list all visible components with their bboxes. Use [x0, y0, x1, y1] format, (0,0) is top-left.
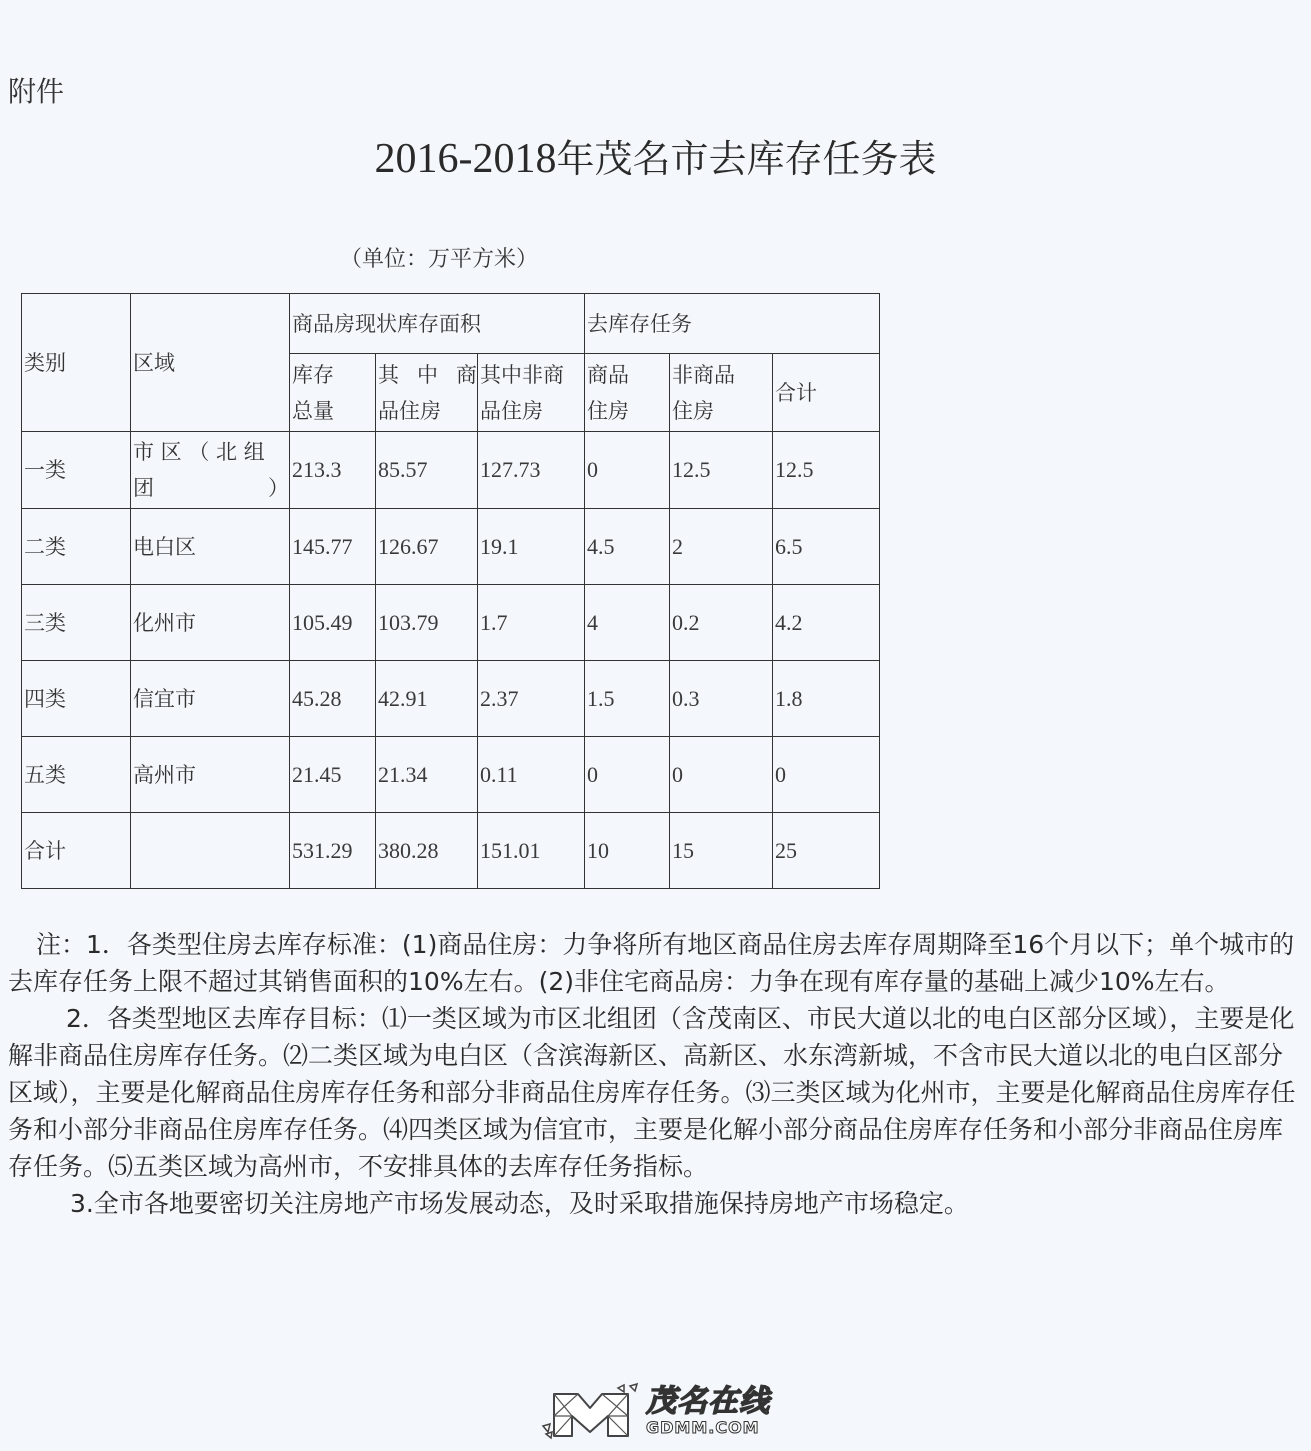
title-years: 2016-2018: [374, 136, 557, 182]
header-row-1: [22, 294, 880, 354]
cell-category: 一类: [22, 432, 131, 509]
header-task-nonres: [670, 354, 773, 432]
cell-inv-total: 105.49: [290, 585, 376, 661]
cell-inv-res: 126.67: [376, 509, 478, 585]
header-region: 区域: [131, 294, 290, 432]
gdmm-logo-icon: [540, 1382, 638, 1440]
table-row-total: [22, 813, 880, 889]
cell-inv-res: 103.79: [376, 585, 478, 661]
table-row: [22, 432, 880, 509]
cell-region: 电白区: [131, 509, 290, 585]
table-row: [22, 661, 880, 737]
cell-region: 信宜市: [131, 661, 290, 737]
header-text: 商品: [587, 362, 629, 387]
cell-inv-res: 380.28: [376, 813, 478, 889]
table-row: [22, 737, 880, 813]
header-text: 库存: [292, 362, 334, 387]
note-2: 2．各类型地区去库存目标：⑴一类区域为市区北组团（含茂南区、市民大道以北的电白区部分区域），主要是化解非商品住房库存任务。⑵二类区域为电白区（含滨海新区、高新区、水东湾新城，不含市民大道以北的电白区部分区域），主要是化解商品住房库存任务和部分非商品住房库存任务。⑶三类区域为化州市，主要是化解商品住房库存任务和小部分非商品住房库存任务。⑷四类区域为信宜市，主要是化解小部分商品住房库存任务和小部分非商品住房库存任务。⑸五类区域为高州市，不安排具体的去库存任务指标。: [8, 1004, 1296, 1181]
cell-inv-total: 531.29: [290, 813, 376, 889]
cell-task-total: 12.5: [773, 432, 880, 509]
cell-category: 四类: [22, 661, 131, 737]
header-category: 类别: [22, 294, 131, 432]
cell-category: 二类: [22, 509, 131, 585]
cell-region: 市 区 （ 北 组 团）: [131, 432, 290, 509]
cell-task-nonres: 0: [670, 737, 773, 813]
cell-region: 化州市: [131, 585, 290, 661]
watermark-en: GDMM.COM: [646, 1418, 760, 1437]
cell-task-res: 0: [585, 737, 670, 813]
cell-inv-nonres: 127.73: [478, 432, 585, 509]
header-task-res: [585, 354, 670, 432]
watermark-cn: 茂名在线: [646, 1384, 770, 1419]
cell-task-res: 1.5: [585, 661, 670, 737]
header-group-task: 去库存任务: [585, 294, 880, 354]
cell-task-total: 0: [773, 737, 880, 813]
cell-inv-res: 21.34: [376, 737, 478, 813]
note-1: 注：1．各类型住房去库存标准：(1)商品住房：力争将所有地区商品住房去库存周期降至16个月以下；单个城市的去库存任务上限不超过其销售面积的10%左右。(2)非住宅商品房：力争在现有库存量的基础上减少10%左右。: [8, 930, 1295, 996]
cell-region: 高州市: [131, 737, 290, 813]
cell-region: [131, 813, 290, 889]
header-group-inventory: 商品房现状库存面积: [290, 294, 585, 354]
cell-inv-nonres: 151.01: [478, 813, 585, 889]
header-text: 品住房: [480, 398, 543, 423]
cell-inv-res: 42.91: [376, 661, 478, 737]
cell-category: 合计: [22, 813, 131, 889]
header-text: 非商品: [672, 362, 735, 387]
cell-task-total: 25: [773, 813, 880, 889]
cell-task-nonres: 12.5: [670, 432, 773, 509]
title-text: 年茂名市去库存任务表: [556, 137, 937, 181]
header-text: 品住房: [378, 398, 441, 423]
cell-task-res: 4.5: [585, 509, 670, 585]
gdmm-watermark: [540, 1378, 770, 1444]
cell-task-nonres: 2: [670, 509, 773, 585]
cell-inv-total: 145.77: [290, 509, 376, 585]
header-inv-res: [376, 354, 478, 432]
header-text: 总量: [292, 398, 334, 423]
page-title: [0, 128, 1311, 183]
inventory-task-table: [21, 293, 880, 889]
attachment-label: 附件: [8, 75, 65, 108]
note-3: 3.全市各地要密切关注房地产市场发展动态，及时采取措施保持房地产市场稳定。: [70, 1189, 969, 1218]
header-text: 其 中 商: [378, 362, 477, 387]
header-text: 其中非商: [480, 362, 564, 387]
cell-inv-nonres: 0.11: [478, 737, 585, 813]
header-text: 住房: [587, 398, 629, 423]
cell-category: 三类: [22, 585, 131, 661]
cell-task-nonres: 0.2: [670, 585, 773, 661]
cell-task-nonres: 0.3: [670, 661, 773, 737]
cell-inv-total: 45.28: [290, 661, 376, 737]
header-task-total: 合计: [773, 354, 880, 432]
cell-inv-total: 21.45: [290, 737, 376, 813]
cell-inv-total: 213.3: [290, 432, 376, 509]
cell-task-res: 0: [585, 432, 670, 509]
cell-task-total: 4.2: [773, 585, 880, 661]
cell-inv-nonres: 2.37: [478, 661, 585, 737]
table-row: [22, 585, 880, 661]
cell-task-res: 4: [585, 585, 670, 661]
notes-section: [8, 926, 1298, 1222]
cell-task-res: 10: [585, 813, 670, 889]
cell-task-total: 6.5: [773, 509, 880, 585]
cell-inv-nonres: 19.1: [478, 509, 585, 585]
cell-task-total: 1.8: [773, 661, 880, 737]
header-inv-nonres: [478, 354, 585, 432]
header-text: 住房: [672, 398, 714, 423]
cell-inv-nonres: 1.7: [478, 585, 585, 661]
cell-category: 五类: [22, 737, 131, 813]
table-row: [22, 509, 880, 585]
cell-task-nonres: 15: [670, 813, 773, 889]
unit-label: （单位：万平方米）: [340, 247, 539, 272]
header-inv-total: [290, 354, 376, 432]
cell-inv-res: 85.57: [376, 432, 478, 509]
